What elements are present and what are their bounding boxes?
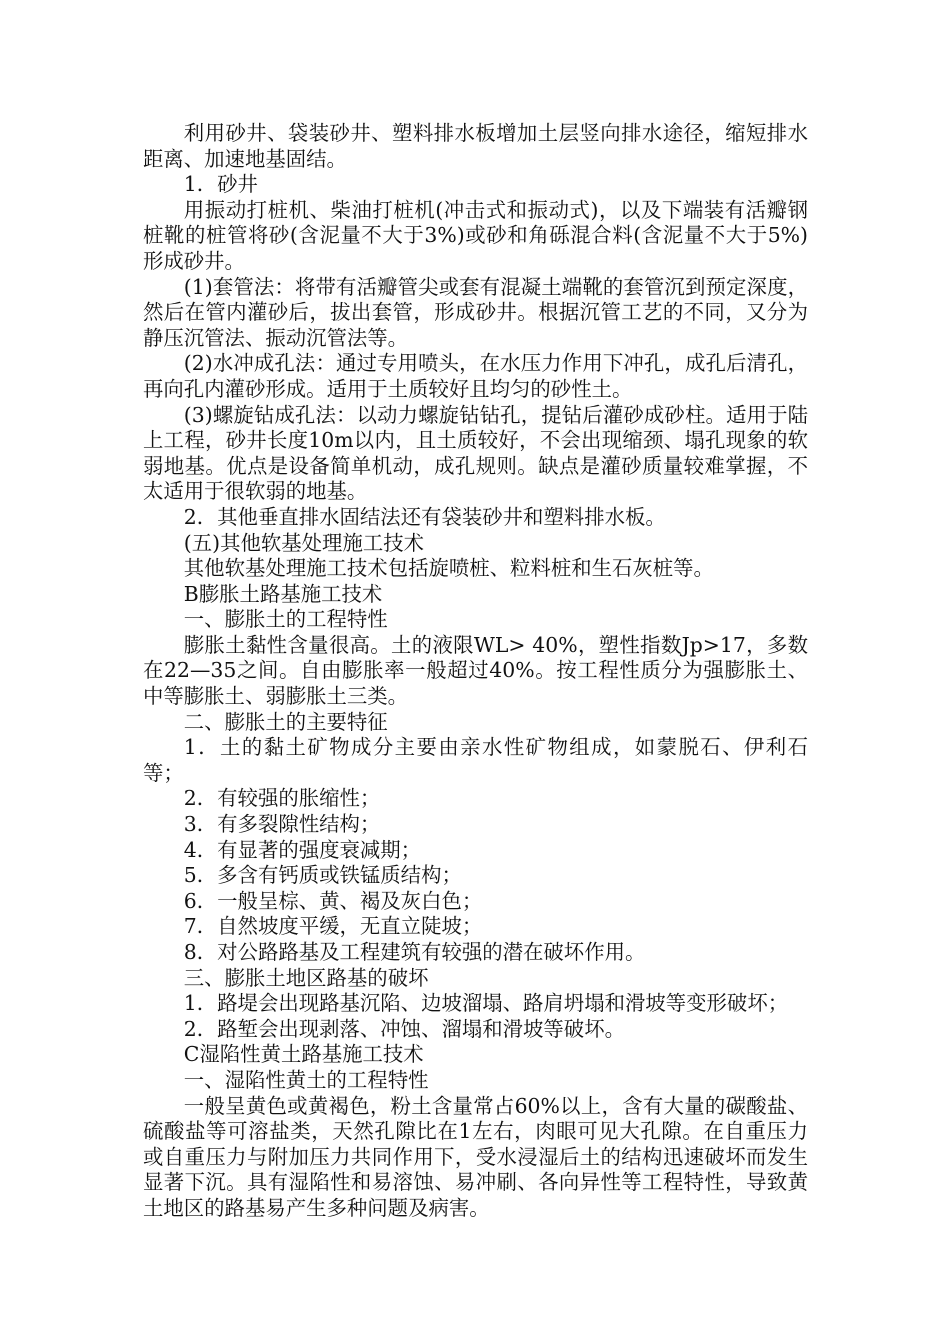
list-item: 2．路堑会出现剥落、冲蚀、溜塌和滑坡等破坏。	[183, 1016, 625, 1041]
paragraph: 利用砂井、袋装砂井、塑料排水板增加土层竖向排水途径，缩短排水距离、加速地基固结。	[143, 121, 808, 171]
paragraph: 一般呈黄色或黄褐色，粉土含量常占60%以上，含有大量的碳酸盐、硫酸盐等可溶盐类，天然孔隙比在1左右，肉眼可见大孔隙。在自重压力或自重压力与附加压力共同作用下，受水浸湿后土的结构迅速破坏而发生显著下沉。具有湿陷性和易溶蚀、易冲刷、各向异性等工程特性，导致黄土地区的路基易产生多种问题及病害。	[143, 1093, 808, 1220]
list-item: 2．有较强的胀缩性；	[183, 786, 381, 811]
section-heading: C湿陷性黄土路基施工技术	[183, 1042, 424, 1067]
list-item: 7．自然坡度平缓，无直立陡坡；	[183, 914, 483, 939]
paragraph: 用振动打桩机、柴油打桩机(冲击式和振动式)，以及下端装有活瓣钢桩靴的桩管将砂(含泥量不大于3%)或砂和角砾混合料(含泥量不大于5%)形成砂井。	[143, 197, 808, 273]
list-item: 6．一般呈棕、黄、褐及灰白色；	[183, 888, 483, 913]
section-heading: 1．砂井	[183, 172, 258, 197]
section-heading: B膨胀土路基施工技术	[183, 581, 383, 606]
section-heading: 一、膨胀土的工程特性	[183, 607, 388, 632]
list-item: 5．多含有钙质或铁锰质结构；	[183, 863, 462, 888]
section-heading: 二、膨胀土的主要特征	[183, 709, 388, 734]
paragraph: 膨胀土黏性含量很高。土的液限WL> 40%，塑性指数Jp>17，多数在22—35之间。自由膨胀率一般超过40%。按工程性质分为强膨胀土、中等膨胀土、弱膨胀土三类。	[143, 632, 808, 709]
section-heading: (五)其他软基处理施工技术	[183, 530, 425, 555]
list-item: 8．对公路路基及工程建筑有较强的潜在破坏作用。	[183, 940, 646, 964]
list-item: 4．有显著的强度衰减期；	[183, 837, 422, 862]
paragraph: (3)螺旋钻成孔法：以动力螺旋钻钻孔，提钻后灌砂成砂柱。适用于陆上工程，砂井长度10m以内，且土质较好，不会出现缩颈、塌孔现象的软弱地基。优点是设备简单机动，成孔规则。缺点是灌砂质量较难掌握，不太适用于很软弱的地基。	[143, 402, 808, 504]
list-item: 3．有多裂隙性结构；	[183, 812, 381, 837]
section-heading: 一、湿陷性黄土的工程特性	[183, 1067, 429, 1092]
paragraph: (2)水冲成孔法：通过专用喷头，在水压力作用下冲孔，成孔后清孔，再向孔内灌砂形成。适用于土质较好且均匀的砂性土。	[143, 351, 808, 401]
paragraph: 其他软基处理施工技术包括旋喷桩、粒料桩和生石灰桩等。	[183, 556, 714, 581]
document-body	[143, 121, 808, 1222]
list-item: 1．路堤会出现路基沉陷、边坡溜塌、路肩坍塌和滑坡等变形破坏；	[183, 991, 789, 1016]
section-heading: 三、膨胀土地区路基的破坏	[183, 965, 429, 990]
paragraph: (1)套管法：将带有活瓣管尖或套有混凝土端靴的套管沉到预定深度，然后在管内灌砂后，拔出套管，形成砂井。根据沉管工艺的不同，又分为静压沉管法、振动沉管法等。	[143, 274, 808, 350]
paragraph: 2．其他垂直排水固结法还有袋装砂井和塑料排水板。	[183, 504, 666, 529]
list-item: 1．土的黏土矿物成分主要由亲水性矿物组成，如蒙脱石、伊利石等；	[143, 735, 808, 785]
